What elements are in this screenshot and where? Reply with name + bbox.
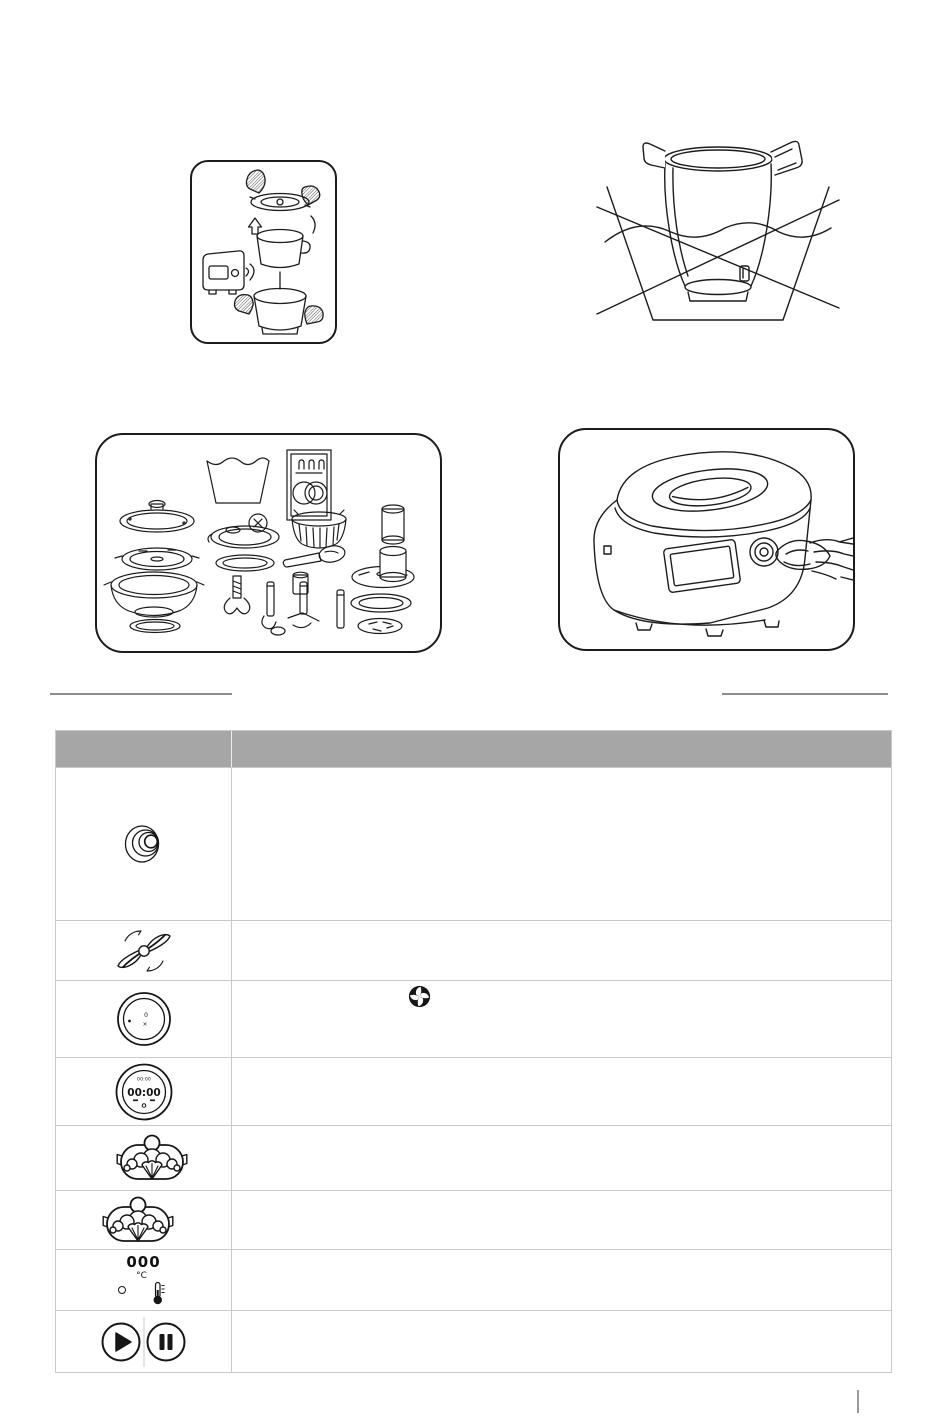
table-row: [56, 1125, 891, 1190]
timer-label-small: 00:00: [136, 1077, 151, 1082]
table-row: [56, 767, 891, 920]
oven-mitts-bowl-lid-line-art: [192, 162, 335, 342]
description-cell: [232, 768, 891, 920]
play-icon: [102, 1323, 139, 1360]
icon-cell: [56, 1311, 232, 1372]
section-rule-right: [722, 693, 888, 695]
icon-cell: [56, 921, 232, 980]
icon-cell: [56, 1191, 232, 1249]
section-rule-left: [50, 693, 232, 695]
remove-lid-oven-mitts-illustration: [190, 160, 337, 344]
icon-cell: [56, 1250, 232, 1310]
rotating-blade-icon: [115, 927, 173, 975]
fan-icon: [408, 985, 431, 1008]
do-not-immerse-bowl-illustration: [593, 130, 843, 335]
table-row: [56, 1057, 891, 1125]
icon-cell: [56, 1058, 232, 1125]
icon-cell: [56, 1126, 232, 1190]
table-row: [56, 920, 891, 980]
dishwasher-safe-parts-illustration: [95, 433, 442, 653]
icon-legend-table: [55, 730, 892, 1373]
icon-cell: [56, 768, 232, 920]
description-cell: [232, 1126, 891, 1190]
degree-dot-icon: [118, 1286, 126, 1294]
accessory-parts-line-art: [97, 435, 440, 651]
speed-dial-icon: [116, 991, 172, 1047]
table-row: [56, 1190, 891, 1249]
play-pause-icons: [100, 1316, 188, 1368]
description-cell: [232, 1250, 891, 1310]
description-cell: [232, 1191, 891, 1249]
table-row: [56, 1310, 891, 1372]
header-cell-right: [232, 731, 891, 767]
table-row: [56, 980, 891, 1057]
wipe-main-unit-illustration: [558, 428, 855, 651]
timer-icon: [114, 1062, 174, 1122]
steamer-pot-icon: [102, 1194, 174, 1246]
timer-value: 00:00: [126, 1086, 161, 1099]
description-cell: [232, 921, 891, 980]
page-footer-rule: [857, 1390, 859, 1413]
table-row: [56, 1249, 891, 1310]
temperature-unit: °C: [136, 1271, 147, 1281]
steamer-pot-icon: [116, 1132, 188, 1184]
temperature-value: 000: [126, 1253, 161, 1271]
header-cell-left: [56, 731, 232, 767]
description-cell: [232, 981, 891, 1057]
dial-glyph-bottom: ×: [141, 1021, 148, 1028]
pause-icon: [147, 1323, 184, 1360]
thermometer-icon: [152, 1281, 165, 1305]
dial-glyph-top: 0: [143, 1012, 148, 1019]
description-cell: [232, 1058, 891, 1125]
description-cell: [232, 1311, 891, 1372]
spiral-knob-icon: [124, 822, 164, 866]
temperature-display-icon: [96, 1253, 192, 1307]
table-header-row: [56, 731, 891, 767]
main-unit-cleaning-line-art: [560, 430, 853, 649]
icon-cell: [56, 981, 232, 1057]
